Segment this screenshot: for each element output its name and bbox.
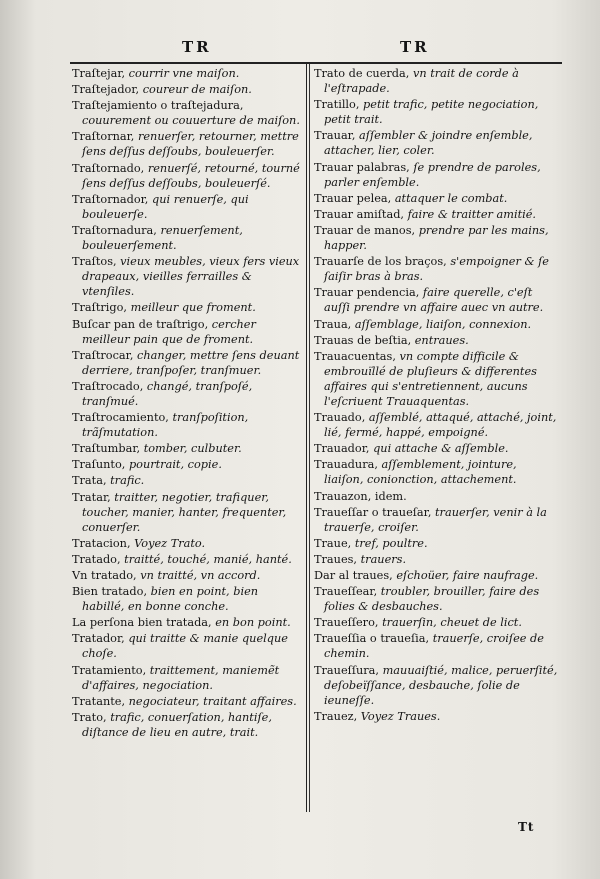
french-gloss: renuerſé, retourné, tourné ſens deſſus deſſoubs, bouleuerſé. — [82, 161, 300, 190]
headword: Trato de cuerda, — [314, 67, 413, 80]
headword: Tratador, — [72, 632, 129, 646]
header-left: TR — [182, 38, 212, 56]
header-right: TR — [400, 38, 430, 56]
headword: Buſcar pan de traſtrigo, — [72, 317, 212, 331]
dictionary-entry — [314, 191, 558, 206]
headword: Traueſſar o traueſar, — [314, 505, 436, 519]
dictionary-entry — [72, 663, 302, 693]
dictionary-entry — [72, 300, 302, 315]
headword: Trauador, — [314, 442, 374, 456]
headword: Trauar pelea, — [314, 191, 395, 205]
french-gloss: trauerſin, cheuet de lict. — [382, 616, 522, 630]
headword: Tratillo, — [314, 98, 364, 112]
french-gloss: petit trafic, petite negociation, petit trait. — [324, 98, 539, 127]
headword: Trauez, — [314, 709, 361, 723]
headword: Traſtrigo, — [72, 301, 131, 315]
french-gloss: ſe prendre de paroles, parler enſemble. — [324, 160, 541, 189]
dictionary-entry — [72, 536, 302, 551]
headword: Traueſſia o traueſia, — [314, 632, 433, 646]
dictionary-entry — [314, 584, 558, 614]
french-gloss: courrir vne maiſon. — [128, 67, 240, 80]
dictionary-entry — [72, 348, 302, 378]
dictionary-entry — [314, 568, 558, 583]
french-gloss: qui renuerſe, qui bouleuerſe. — [82, 192, 249, 221]
french-gloss: trafic. — [110, 474, 145, 488]
headword: Bien tratado, — [72, 585, 151, 599]
dictionary-entry — [314, 285, 558, 315]
headword: Traue, — [314, 536, 355, 550]
dictionary-entry — [314, 254, 558, 284]
dictionary-entry — [314, 333, 558, 348]
dictionary-entry — [314, 663, 558, 708]
french-gloss: prendre par les mains, happer. — [324, 223, 549, 253]
headword: Traſunto, — [72, 458, 129, 472]
headword: La perſona bien tratada, — [72, 616, 216, 630]
dictionary-entry — [72, 223, 302, 253]
dictionary-entry — [72, 379, 302, 409]
headword: Trauar palabras, — [314, 160, 414, 174]
dictionary-entry — [72, 457, 302, 472]
headword: Traſtornadura, — [72, 223, 161, 237]
right-column — [314, 66, 558, 725]
headword: Traſtornado, — [72, 161, 148, 175]
headword: Tratacion, — [72, 536, 135, 550]
french-gloss: s'empoigner & ſe ſaiſir bras à bras. — [324, 255, 549, 284]
french-gloss: renuerſer, retourner, mettre ſens deſſus deſſoubs, bouleuerſer. — [82, 130, 299, 159]
french-gloss: mauuaiſtié, malice, peruerſité, deſobeïſſance, desbauche, ſolie de ieuneſſe. — [324, 663, 558, 707]
french-gloss: troubler, brouiller, faire des folies & desbauches. — [324, 585, 540, 614]
french-gloss: aſſemblé, attaqué, attaché, joint, lié, fermé, happé, empoigné. — [324, 411, 557, 440]
french-gloss: faire & traitter amitié. — [407, 207, 536, 221]
headword: Trato, — [72, 710, 111, 724]
french-gloss: meilleur que froment. — [130, 301, 256, 315]
french-gloss: vn traitté, vn accord. — [140, 569, 261, 582]
french-gloss: aſſembler & joindre enſemble, attacher, lier, coler. — [324, 129, 533, 158]
header-rule — [70, 62, 562, 64]
french-gloss: tranſpoſition, trãſmutation. — [82, 411, 249, 440]
headword: Trauarſe de los braços, — [314, 255, 451, 269]
left-column — [72, 66, 302, 741]
french-gloss: trauerſe, croiſee de chemin. — [324, 632, 544, 661]
headword: Traſtrocar, — [72, 348, 137, 362]
dictionary-entry — [314, 207, 558, 222]
french-gloss: eſchoüer, faire naufrage. — [396, 569, 539, 582]
french-gloss: couurement ou couuerture de maiſon. — [82, 114, 300, 128]
french-gloss: vn compte difficile & embrouïllé de pluſieurs & differentes affaires qui s'entretiennent, aucuns l'eſcriuent Trauaquentas. — [324, 349, 537, 408]
dictionary-entry — [72, 410, 302, 440]
dictionary-entry — [314, 410, 558, 440]
dictionary-entry — [314, 709, 558, 724]
dictionary-entry — [72, 710, 302, 740]
dictionary-entry — [72, 192, 302, 222]
french-gloss: qui traitte & manie quelque choſe. — [82, 632, 288, 661]
french-gloss: trauers. — [360, 552, 407, 566]
headword: Trauar amiſtad, — [314, 207, 408, 221]
french-gloss: en bon point. — [215, 616, 291, 630]
dictionary-entry — [72, 568, 302, 583]
dictionary-entry — [314, 505, 558, 535]
dictionary-entry — [314, 128, 558, 158]
headword: Tratamiento, — [72, 663, 150, 677]
headword: Tratado, — [72, 552, 125, 566]
french-gloss: trauerſer, venir à la trauerſe, croiſer. — [324, 505, 547, 534]
french-gloss: trafic, conuerſation, hantiſe, diſtance de lieu en autre, trait. — [82, 710, 272, 739]
dictionary-entry — [72, 161, 302, 191]
french-gloss: entraues. — [414, 333, 469, 347]
headword: Traſtumbar, — [72, 442, 144, 456]
french-gloss: Voyez Traues. — [360, 709, 441, 723]
dictionary-entry — [72, 317, 302, 347]
dictionary-entry — [314, 441, 558, 456]
headword: Traſtornador, — [72, 192, 152, 206]
french-gloss: changer, mettre ſens deuant derriere, tranſpoſer, tranſmuer. — [82, 348, 300, 377]
french-gloss: negociateur, traitant affaires. — [128, 694, 297, 708]
headword: Traſtos, — [72, 255, 121, 269]
french-gloss: tref, poultre. — [354, 536, 428, 550]
headword: Trauar, — [314, 129, 360, 143]
french-gloss: aſſemblement, jointure, liaiſon, conionction, attachement. — [324, 458, 517, 487]
dictionary-entry — [72, 129, 302, 159]
french-gloss: traitter, negotier, trafiquer, toucher, manier, hanter, frequenter, conuerſer. — [82, 490, 287, 534]
dictionary-entry — [72, 552, 302, 567]
headword: Trata, — [72, 474, 111, 488]
dictionary-entry — [72, 98, 302, 128]
dictionary-entry — [314, 552, 558, 567]
french-gloss: renuerſement, bouleuerſement. — [82, 223, 243, 253]
dictionary-entry — [314, 489, 558, 504]
dictionary-entry — [314, 615, 558, 630]
dictionary-entry — [72, 473, 302, 488]
french-gloss: changé, tranſpoſé, tranſmué. — [82, 379, 253, 408]
dictionary-entry — [314, 536, 558, 551]
dictionary-entry — [314, 160, 558, 190]
headword: Traſtejador, — [72, 83, 143, 97]
headword: Trauas de beſtia, — [314, 333, 415, 347]
dictionary-entry — [314, 631, 558, 661]
french-gloss: attaquer le combat. — [394, 191, 508, 205]
dictionary-entry — [72, 82, 302, 97]
headword: Trauar pendencia, — [314, 286, 423, 300]
headword: Traues, — [314, 552, 361, 566]
french-gloss: vn trait de corde à l'eſtrapade. — [324, 67, 519, 96]
headword: Traua, — [314, 317, 355, 331]
dictionary-entry — [72, 615, 302, 630]
dictionary-entry — [72, 490, 302, 535]
french-gloss: vieux meubles, vieux fers vieux drapeaux, vieilles ferrailles & vtenſiles. — [82, 255, 300, 299]
dictionary-entry — [314, 66, 558, 96]
dictionary-entry — [72, 254, 302, 299]
dictionary-entry — [314, 457, 558, 487]
headword: Tratante, — [72, 694, 129, 708]
catchword: Tt — [518, 820, 535, 834]
headword: Trauar de manos, — [314, 223, 419, 237]
headword: Traſtejar, — [72, 67, 129, 80]
headword: Traſtrocamiento, — [72, 411, 173, 425]
headword: Traſtejamiento o traſtejadura, — [72, 99, 244, 113]
french-gloss: pourtrait, copie. — [128, 458, 222, 472]
dictionary-entry — [72, 66, 302, 81]
french-gloss: faire querelle, c'eſt auſſi prendre vn affaire auec vn autre. — [324, 286, 544, 315]
french-gloss: traittement, maniemẽt d'affaires, negociation. — [82, 663, 280, 692]
headword: Trauazon, idem. — [314, 489, 407, 503]
dictionary-entry — [314, 349, 558, 409]
french-gloss: qui attache & aſſemble. — [373, 442, 509, 456]
dictionary-entry — [72, 694, 302, 709]
headword: Trauadura, — [314, 458, 382, 472]
headword: Tratar, — [72, 490, 115, 504]
french-gloss: traitté, touché, manié, hanté. — [124, 552, 292, 566]
dictionary-entry — [314, 317, 558, 332]
french-gloss: tomber, culbuter. — [143, 442, 242, 456]
french-gloss: coureur de maiſon. — [142, 83, 252, 97]
headword: Traſtrocado, — [72, 379, 147, 393]
headword: Traueſſear, — [314, 585, 381, 599]
running-header — [70, 34, 562, 60]
dictionary-entry — [72, 584, 302, 614]
headword: Vn tratado, — [72, 569, 141, 582]
headword: Dar al traues, — [314, 569, 397, 582]
dictionary-entry — [72, 441, 302, 456]
french-gloss: cercher meilleur pain que de froment. — [82, 317, 256, 346]
headword: Traueſſura, — [314, 663, 383, 677]
french-gloss: aſſemblage, liaiſon, connexion. — [354, 317, 532, 331]
column-divider — [306, 64, 307, 812]
column-divider-inner — [309, 64, 310, 812]
dictionary-entry — [314, 97, 558, 127]
dictionary-entry — [72, 631, 302, 661]
headword: Traſtornar, — [72, 130, 138, 144]
french-gloss: Voyez Trato. — [134, 536, 206, 550]
dictionary-entry — [314, 223, 558, 253]
french-gloss: bien en point, bien habillé, en bonne conche. — [82, 585, 259, 614]
headword: Traueſſero, — [314, 616, 383, 630]
headword: Trauado, — [314, 411, 369, 425]
headword: Trauacuentas, — [314, 349, 400, 363]
